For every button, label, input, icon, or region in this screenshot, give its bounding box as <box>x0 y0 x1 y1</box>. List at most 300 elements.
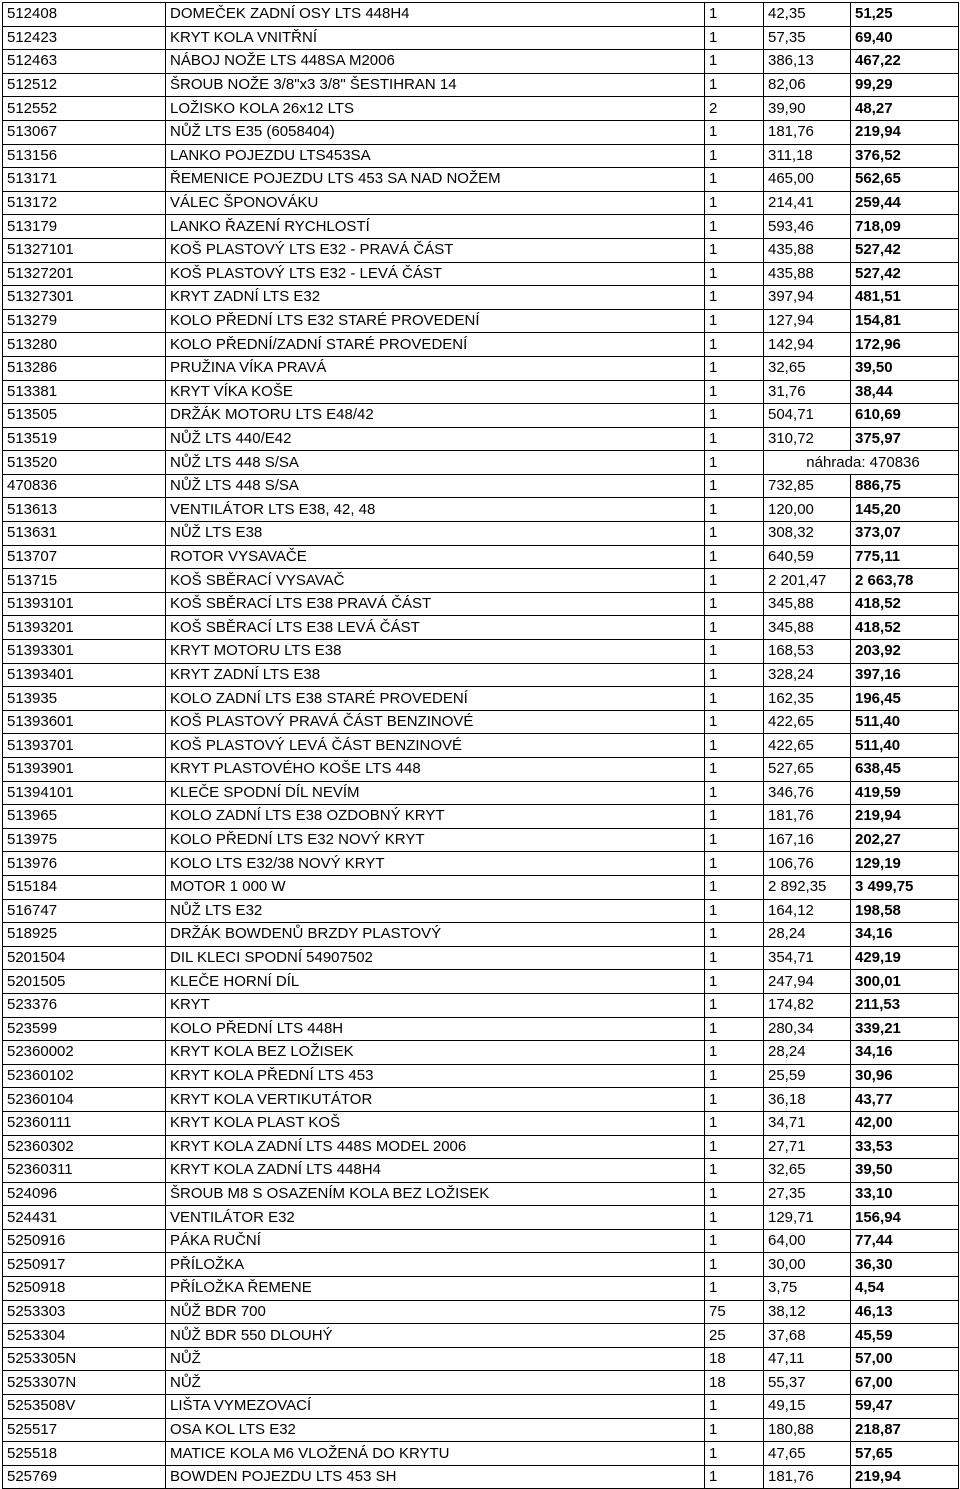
price-with-vat-cell: 57,00 <box>851 1347 959 1371</box>
price-with-vat-cell: 77,44 <box>851 1229 959 1253</box>
price-with-vat-cell: 376,52 <box>851 144 959 168</box>
price-with-vat-cell: 4,54 <box>851 1277 959 1301</box>
part-name-cell: LIŠTA VYMEZOVACÍ <box>166 1395 705 1419</box>
price-cell: 465,00 <box>764 168 851 192</box>
table-row <box>3 1206 959 1230</box>
part-name-cell: ŠROUB NOŽE 3/8"x3 3/8" ŠESTIHRAN 14 <box>166 73 705 97</box>
price-with-vat-cell: 30,96 <box>851 1064 959 1088</box>
quantity-cell: 1 <box>705 592 764 616</box>
price-with-vat-cell: 527,42 <box>851 262 959 286</box>
price-cell: 142,94 <box>764 333 851 357</box>
quantity-cell: 1 <box>705 1088 764 1112</box>
table-row <box>3 498 959 522</box>
price-cell: 435,88 <box>764 262 851 286</box>
price-with-vat-cell: 34,16 <box>851 923 959 947</box>
price-cell: 593,46 <box>764 215 851 239</box>
part-code-cell: 513279 <box>3 309 166 333</box>
price-cell: 640,59 <box>764 545 851 569</box>
price-with-vat-cell: 34,16 <box>851 1041 959 1065</box>
quantity-cell: 1 <box>705 191 764 215</box>
table-row <box>3 1041 959 1065</box>
price-with-vat-cell: 172,96 <box>851 333 959 357</box>
part-code-cell: 513935 <box>3 687 166 711</box>
quantity-cell: 1 <box>705 946 764 970</box>
part-name-cell: KRYT ZADNÍ LTS E38 <box>166 663 705 687</box>
part-code-cell: 51327101 <box>3 238 166 262</box>
quantity-cell: 1 <box>705 828 764 852</box>
quantity-cell: 1 <box>705 404 764 428</box>
part-code-cell: 516747 <box>3 899 166 923</box>
quantity-cell: 1 <box>705 852 764 876</box>
part-code-cell: 513505 <box>3 404 166 428</box>
part-code-cell: 513631 <box>3 522 166 546</box>
price-cell: 732,85 <box>764 474 851 498</box>
part-name-cell: KOLO LTS E32/38 NOVÝ KRYT <box>166 852 705 876</box>
quantity-cell: 18 <box>705 1347 764 1371</box>
price-with-vat-cell: 38,44 <box>851 380 959 404</box>
quantity-cell: 1 <box>705 616 764 640</box>
price-with-vat-cell: 219,94 <box>851 1465 959 1489</box>
part-name-cell: KLEČE HORNÍ DÍL <box>166 970 705 994</box>
table-row <box>3 852 959 876</box>
price-cell: 64,00 <box>764 1229 851 1253</box>
table-row <box>3 356 959 380</box>
quantity-cell: 1 <box>705 1159 764 1183</box>
price-cell: 32,65 <box>764 356 851 380</box>
part-code-cell: 51327201 <box>3 262 166 286</box>
part-code-cell: 523376 <box>3 993 166 1017</box>
table-row <box>3 875 959 899</box>
quantity-cell: 1 <box>705 1064 764 1088</box>
quantity-cell: 1 <box>705 1418 764 1442</box>
table-row <box>3 1253 959 1277</box>
quantity-cell: 75 <box>705 1300 764 1324</box>
part-name-cell: NŮŽ LTS 440/E42 <box>166 427 705 451</box>
quantity-cell: 1 <box>705 498 764 522</box>
table-row <box>3 758 959 782</box>
price-with-vat-cell: 219,94 <box>851 120 959 144</box>
part-name-cell: PÁKA RUČNÍ <box>166 1229 705 1253</box>
part-code-cell: 5201505 <box>3 970 166 994</box>
price-cell: 435,88 <box>764 238 851 262</box>
table-row <box>3 640 959 664</box>
price-cell: 168,53 <box>764 640 851 664</box>
price-cell: 49,15 <box>764 1395 851 1419</box>
price-with-vat-cell: 418,52 <box>851 592 959 616</box>
part-name-cell: ŠROUB M8 S OSAZENÍM KOLA BEZ LOŽISEK <box>166 1182 705 1206</box>
price-cell: 167,16 <box>764 828 851 852</box>
price-with-vat-cell: 375,97 <box>851 427 959 451</box>
part-name-cell: KRYT KOLA ZADNÍ LTS 448H4 <box>166 1159 705 1183</box>
part-code-cell: 51393201 <box>3 616 166 640</box>
price-with-vat-cell: 339,21 <box>851 1017 959 1041</box>
table-row <box>3 970 959 994</box>
table-row <box>3 1159 959 1183</box>
price-with-vat-cell: 145,20 <box>851 498 959 522</box>
part-name-cell: VENTILÁTOR E32 <box>166 1206 705 1230</box>
part-name-cell: KRYT <box>166 993 705 1017</box>
table-row <box>3 262 959 286</box>
price-with-vat-cell: 202,27 <box>851 828 959 852</box>
part-code-cell: 512552 <box>3 97 166 121</box>
price-with-vat-cell: 511,40 <box>851 734 959 758</box>
part-code-cell: 51394101 <box>3 781 166 805</box>
quantity-cell: 1 <box>705 758 764 782</box>
quantity-cell: 1 <box>705 781 764 805</box>
part-code-cell: 5253307N <box>3 1371 166 1395</box>
quantity-cell: 1 <box>705 734 764 758</box>
part-name-cell: LANKO POJEZDU LTS453SA <box>166 144 705 168</box>
part-code-cell: 513519 <box>3 427 166 451</box>
price-with-vat-cell: 219,94 <box>851 805 959 829</box>
part-code-cell: 513965 <box>3 805 166 829</box>
price-with-vat-cell: 638,45 <box>851 758 959 782</box>
quantity-cell: 1 <box>705 1182 764 1206</box>
quantity-cell: 1 <box>705 50 764 74</box>
price-with-vat-cell: 69,40 <box>851 26 959 50</box>
part-name-cell: PŘÍLOŽKA ŘEMENE <box>166 1277 705 1301</box>
price-with-vat-cell: 3 499,75 <box>851 875 959 899</box>
quantity-cell: 1 <box>705 1206 764 1230</box>
quantity-cell: 1 <box>705 238 764 262</box>
price-cell: 181,76 <box>764 120 851 144</box>
price-cell: 37,68 <box>764 1324 851 1348</box>
part-name-cell: KRYT VÍKA KOŠE <box>166 380 705 404</box>
part-code-cell: 52360102 <box>3 1064 166 1088</box>
price-with-vat-cell: 2 663,78 <box>851 569 959 593</box>
table-row <box>3 1395 959 1419</box>
table-row <box>3 50 959 74</box>
table-row <box>3 687 959 711</box>
price-cell: 2 201,47 <box>764 569 851 593</box>
parts-table-body <box>3 3 959 1489</box>
price-with-vat-cell: 397,16 <box>851 663 959 687</box>
part-name-cell: KOLO ZADNÍ LTS E38 STARÉ PROVEDENÍ <box>166 687 705 711</box>
price-cell: 345,88 <box>764 616 851 640</box>
quantity-cell: 1 <box>705 1135 764 1159</box>
price-with-vat-cell: 129,19 <box>851 852 959 876</box>
part-name-cell: VENTILÁTOR LTS E38, 42, 48 <box>166 498 705 522</box>
price-cell: 47,65 <box>764 1442 851 1466</box>
price-with-vat-cell: 39,50 <box>851 356 959 380</box>
part-name-cell: ROTOR VYSAVAČE <box>166 545 705 569</box>
table-row <box>3 427 959 451</box>
part-name-cell: MATICE KOLA M6 VLOŽENÁ DO KRYTU <box>166 1442 705 1466</box>
quantity-cell: 1 <box>705 1395 764 1419</box>
price-cell: 386,13 <box>764 50 851 74</box>
price-with-vat-cell: 99,29 <box>851 73 959 97</box>
quantity-cell: 25 <box>705 1324 764 1348</box>
part-code-cell: 5250918 <box>3 1277 166 1301</box>
price-cell: 181,76 <box>764 1465 851 1489</box>
replacement-note-cell: náhrada: 470836 <box>764 451 959 475</box>
price-cell: 129,71 <box>764 1206 851 1230</box>
price-with-vat-cell: 373,07 <box>851 522 959 546</box>
part-name-cell: KRYT KOLA PŘEDNÍ LTS 453 <box>166 1064 705 1088</box>
price-with-vat-cell: 527,42 <box>851 238 959 262</box>
price-cell: 39,90 <box>764 97 851 121</box>
quantity-cell: 1 <box>705 1277 764 1301</box>
table-row <box>3 286 959 310</box>
table-row <box>3 781 959 805</box>
part-name-cell: NŮŽ BDR 700 <box>166 1300 705 1324</box>
table-row <box>3 333 959 357</box>
quantity-cell: 1 <box>705 1465 764 1489</box>
table-row <box>3 1182 959 1206</box>
part-code-cell: 513156 <box>3 144 166 168</box>
price-with-vat-cell: 718,09 <box>851 215 959 239</box>
price-cell: 214,41 <box>764 191 851 215</box>
part-name-cell: KRYT KOLA VERTIKUTÁTOR <box>166 1088 705 1112</box>
table-row <box>3 1465 959 1489</box>
part-name-cell: KRYT PLASTOVÉHO KOŠE LTS 448 <box>166 758 705 782</box>
price-with-vat-cell: 57,65 <box>851 1442 959 1466</box>
price-with-vat-cell: 45,59 <box>851 1324 959 1348</box>
quantity-cell: 1 <box>705 1017 764 1041</box>
price-cell: 82,06 <box>764 73 851 97</box>
price-with-vat-cell: 198,58 <box>851 899 959 923</box>
part-code-cell: 525769 <box>3 1465 166 1489</box>
part-name-cell: KRYT ZADNÍ LTS E32 <box>166 286 705 310</box>
quantity-cell: 1 <box>705 1041 764 1065</box>
price-cell: 180,88 <box>764 1418 851 1442</box>
price-with-vat-cell: 196,45 <box>851 687 959 711</box>
price-cell: 42,35 <box>764 3 851 27</box>
part-code-cell: 470836 <box>3 474 166 498</box>
part-code-cell: 512408 <box>3 3 166 27</box>
price-cell: 280,34 <box>764 1017 851 1041</box>
price-cell: 127,94 <box>764 309 851 333</box>
price-cell: 106,76 <box>764 852 851 876</box>
part-name-cell: KRYT KOLA ZADNÍ LTS 448S MODEL 2006 <box>166 1135 705 1159</box>
part-code-cell: 5253508V <box>3 1395 166 1419</box>
quantity-cell: 1 <box>705 875 764 899</box>
price-with-vat-cell: 43,77 <box>851 1088 959 1112</box>
part-name-cell: NŮŽ LTS E35 (6058404) <box>166 120 705 144</box>
price-cell: 422,65 <box>764 710 851 734</box>
quantity-cell: 1 <box>705 215 764 239</box>
part-code-cell: 51393101 <box>3 592 166 616</box>
part-code-cell: 5250916 <box>3 1229 166 1253</box>
quantity-cell: 1 <box>705 120 764 144</box>
part-code-cell: 52360311 <box>3 1159 166 1183</box>
table-row <box>3 404 959 428</box>
price-with-vat-cell: 481,51 <box>851 286 959 310</box>
quantity-cell: 1 <box>705 144 764 168</box>
part-code-cell: 513171 <box>3 168 166 192</box>
part-name-cell: NŮŽ BDR 550 DLOUHÝ <box>166 1324 705 1348</box>
part-code-cell: 513280 <box>3 333 166 357</box>
table-row <box>3 805 959 829</box>
price-with-vat-cell: 48,27 <box>851 97 959 121</box>
part-code-cell: 525517 <box>3 1418 166 1442</box>
price-cell: 38,12 <box>764 1300 851 1324</box>
table-row <box>3 592 959 616</box>
table-row <box>3 215 959 239</box>
table-row <box>3 663 959 687</box>
part-code-cell: 51393601 <box>3 710 166 734</box>
part-code-cell: 513613 <box>3 498 166 522</box>
price-with-vat-cell: 211,53 <box>851 993 959 1017</box>
part-name-cell: KRYT KOLA BEZ LOŽISEK <box>166 1041 705 1065</box>
quantity-cell: 1 <box>705 710 764 734</box>
part-name-cell: NŮŽ LTS 448 S/SA <box>166 451 705 475</box>
quantity-cell: 1 <box>705 1253 764 1277</box>
price-cell: 527,65 <box>764 758 851 782</box>
table-row <box>3 168 959 192</box>
price-with-vat-cell: 429,19 <box>851 946 959 970</box>
part-code-cell: 513975 <box>3 828 166 852</box>
part-code-cell: 5201504 <box>3 946 166 970</box>
table-row <box>3 569 959 593</box>
part-code-cell: 513286 <box>3 356 166 380</box>
quantity-cell: 1 <box>705 923 764 947</box>
part-name-cell: KRYT KOLA VNITŘNÍ <box>166 26 705 50</box>
table-row <box>3 1111 959 1135</box>
part-code-cell: 51393401 <box>3 663 166 687</box>
table-row <box>3 1300 959 1324</box>
part-name-cell: BOWDEN POJEZDU LTS 453 SH <box>166 1465 705 1489</box>
part-name-cell: KRYT KOLA PLAST KOŠ <box>166 1111 705 1135</box>
quantity-cell: 1 <box>705 356 764 380</box>
part-code-cell: 513381 <box>3 380 166 404</box>
quantity-cell: 1 <box>705 899 764 923</box>
part-name-cell: KLEČE SPODNÍ DÍL NEVÍM <box>166 781 705 805</box>
quantity-cell: 1 <box>705 687 764 711</box>
part-name-cell: KOŠ SBĚRACÍ VYSAVAČ <box>166 569 705 593</box>
part-code-cell: 52360302 <box>3 1135 166 1159</box>
price-with-vat-cell: 39,50 <box>851 1159 959 1183</box>
price-cell: 3,75 <box>764 1277 851 1301</box>
price-with-vat-cell: 154,81 <box>851 309 959 333</box>
part-name-cell: NŮŽ <box>166 1347 705 1371</box>
table-row <box>3 734 959 758</box>
table-row <box>3 710 959 734</box>
price-cell: 25,59 <box>764 1064 851 1088</box>
price-cell: 120,00 <box>764 498 851 522</box>
table-row <box>3 474 959 498</box>
price-cell: 181,76 <box>764 805 851 829</box>
table-row <box>3 1418 959 1442</box>
price-cell: 397,94 <box>764 286 851 310</box>
part-name-cell: KOLO PŘEDNÍ LTS E32 STARÉ PROVEDENÍ <box>166 309 705 333</box>
part-code-cell: 52360104 <box>3 1088 166 1112</box>
price-cell: 55,37 <box>764 1371 851 1395</box>
quantity-cell: 1 <box>705 474 764 498</box>
part-name-cell: LANKO ŘAZENÍ RYCHLOSTÍ <box>166 215 705 239</box>
price-cell: 31,76 <box>764 380 851 404</box>
part-code-cell: 513707 <box>3 545 166 569</box>
part-name-cell: LOŽISKO KOLA 26x12 LTS <box>166 97 705 121</box>
table-row <box>3 545 959 569</box>
table-row <box>3 616 959 640</box>
table-row <box>3 1135 959 1159</box>
part-name-cell: ŘEMENICE POJEZDU LTS 453 SA NAD NOŽEM <box>166 168 705 192</box>
part-code-cell: 5253305N <box>3 1347 166 1371</box>
part-name-cell: KOŠ PLASTOVÝ LTS E32 - LEVÁ ČÁST <box>166 262 705 286</box>
part-name-cell: KOŠ PLASTOVÝ LTS E32 - PRAVÁ ČÁST <box>166 238 705 262</box>
table-row <box>3 1277 959 1301</box>
table-row <box>3 522 959 546</box>
part-code-cell: 513976 <box>3 852 166 876</box>
price-with-vat-cell: 419,59 <box>851 781 959 805</box>
part-name-cell: MOTOR 1 000 W <box>166 875 705 899</box>
part-code-cell: 513715 <box>3 569 166 593</box>
table-row <box>3 120 959 144</box>
price-with-vat-cell: 610,69 <box>851 404 959 428</box>
table-row <box>3 451 959 475</box>
part-name-cell: NŮŽ LTS E32 <box>166 899 705 923</box>
part-code-cell: 518925 <box>3 923 166 947</box>
part-code-cell: 51327301 <box>3 286 166 310</box>
quantity-cell: 1 <box>705 663 764 687</box>
price-with-vat-cell: 562,65 <box>851 168 959 192</box>
table-row <box>3 1324 959 1348</box>
quantity-cell: 1 <box>705 26 764 50</box>
price-cell: 354,71 <box>764 946 851 970</box>
quantity-cell: 1 <box>705 1111 764 1135</box>
part-code-cell: 513172 <box>3 191 166 215</box>
price-with-vat-cell: 418,52 <box>851 616 959 640</box>
quantity-cell: 18 <box>705 1371 764 1395</box>
table-row <box>3 1064 959 1088</box>
part-code-cell: 515184 <box>3 875 166 899</box>
quantity-cell: 1 <box>705 286 764 310</box>
price-with-vat-cell: 33,53 <box>851 1135 959 1159</box>
price-with-vat-cell: 33,10 <box>851 1182 959 1206</box>
part-name-cell: KOLO PŘEDNÍ LTS E32 NOVÝ KRYT <box>166 828 705 852</box>
table-row <box>3 238 959 262</box>
quantity-cell: 1 <box>705 640 764 664</box>
price-with-vat-cell: 300,01 <box>851 970 959 994</box>
part-name-cell: VÁLEC ŠPONOVÁKU <box>166 191 705 215</box>
price-cell: 28,24 <box>764 1041 851 1065</box>
part-name-cell: KOLO PŘEDNÍ/ZADNÍ STARÉ PROVEDENÍ <box>166 333 705 357</box>
price-with-vat-cell: 259,44 <box>851 191 959 215</box>
table-row <box>3 26 959 50</box>
price-with-vat-cell: 46,13 <box>851 1300 959 1324</box>
price-cell: 47,11 <box>764 1347 851 1371</box>
quantity-cell: 1 <box>705 1229 764 1253</box>
table-row <box>3 1347 959 1371</box>
price-cell: 164,12 <box>764 899 851 923</box>
quantity-cell: 1 <box>705 333 764 357</box>
price-with-vat-cell: 51,25 <box>851 3 959 27</box>
price-with-vat-cell: 36,30 <box>851 1253 959 1277</box>
part-code-cell: 513179 <box>3 215 166 239</box>
part-name-cell: OSA KOL LTS E32 <box>166 1418 705 1442</box>
price-cell: 162,35 <box>764 687 851 711</box>
price-with-vat-cell: 67,00 <box>851 1371 959 1395</box>
part-name-cell: DIL KLECI SPODNÍ 54907502 <box>166 946 705 970</box>
table-row <box>3 899 959 923</box>
price-cell: 32,65 <box>764 1159 851 1183</box>
quantity-cell: 1 <box>705 73 764 97</box>
quantity-cell: 1 <box>705 3 764 27</box>
part-code-cell: 5250917 <box>3 1253 166 1277</box>
quantity-cell: 1 <box>705 1442 764 1466</box>
table-row <box>3 1088 959 1112</box>
quantity-cell: 1 <box>705 427 764 451</box>
quantity-cell: 1 <box>705 380 764 404</box>
price-cell: 174,82 <box>764 993 851 1017</box>
price-cell: 328,24 <box>764 663 851 687</box>
part-name-cell: DOMEČEK ZADNÍ OSY LTS 448H4 <box>166 3 705 27</box>
part-code-cell: 513067 <box>3 120 166 144</box>
table-row <box>3 1442 959 1466</box>
table-row <box>3 3 959 27</box>
price-with-vat-cell: 775,11 <box>851 545 959 569</box>
